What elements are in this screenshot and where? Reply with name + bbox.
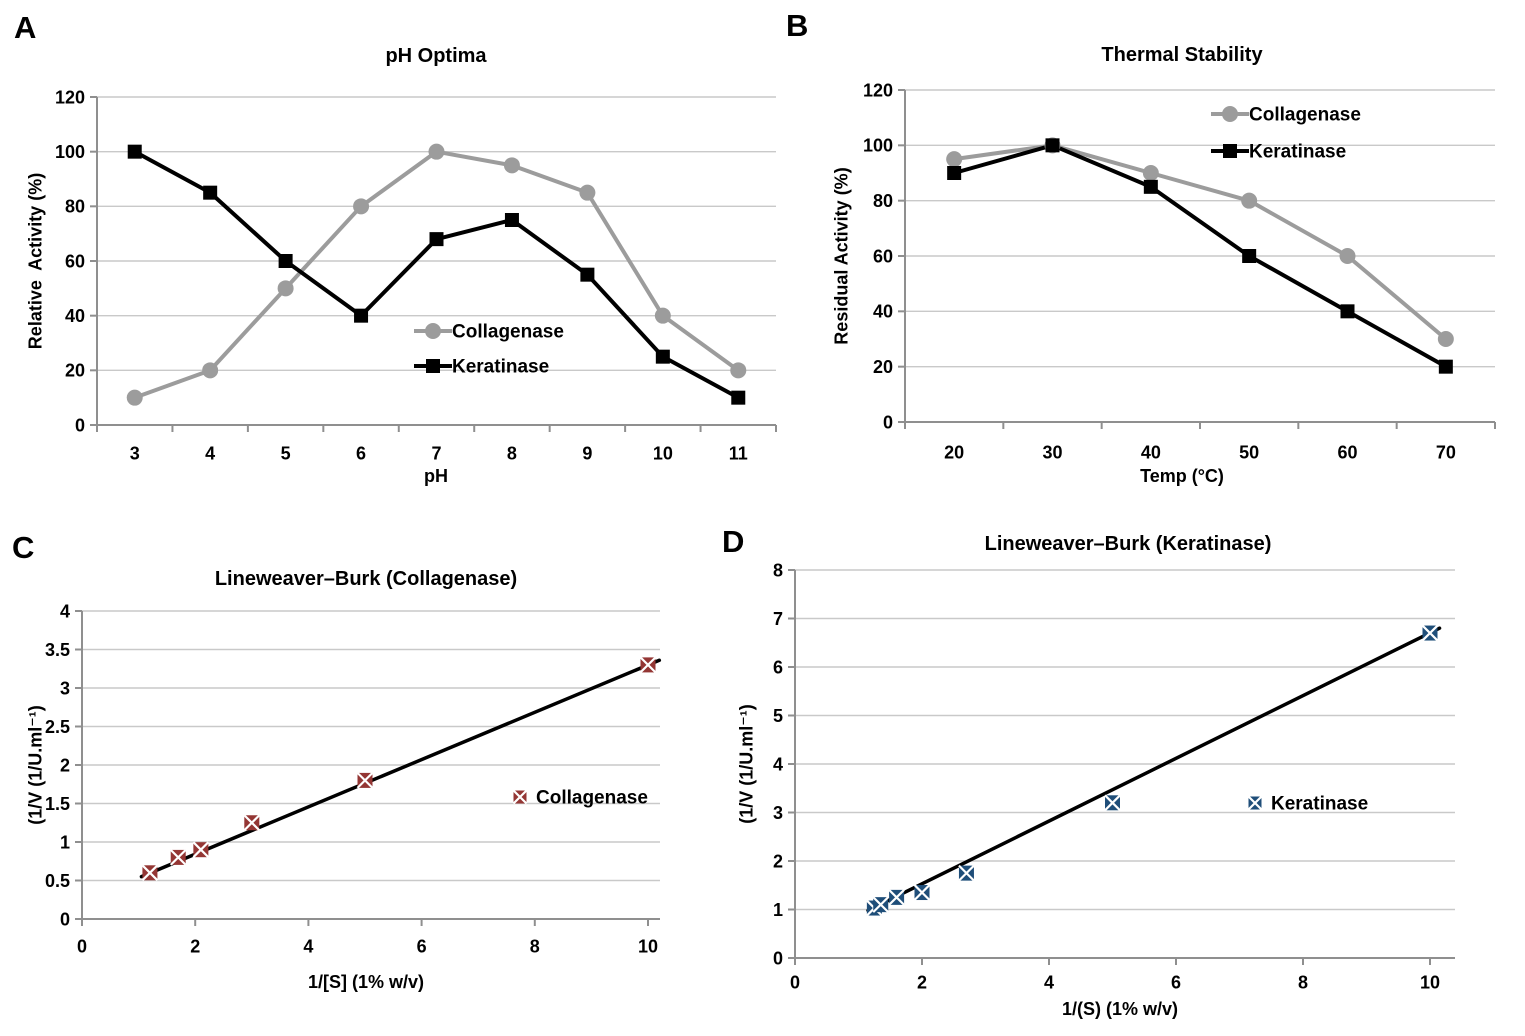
y-tick-label: 120 <box>862 80 893 101</box>
x-tick-label: 40 <box>1140 442 1161 463</box>
data-point-marker <box>430 232 444 246</box>
panel-a-title: pH Optima <box>385 45 487 67</box>
data-point-marker <box>641 657 656 672</box>
panel-a-letter: A <box>14 10 37 45</box>
data-point-marker <box>353 198 369 214</box>
panel-a-x-axis-label: pH <box>424 466 448 486</box>
y-tick-label: 20 <box>64 360 85 381</box>
series-line-collagenase <box>954 145 1446 339</box>
data-point-marker <box>1046 138 1060 152</box>
legend <box>414 322 564 378</box>
y-tick-label: 1 <box>59 832 70 853</box>
data-point-marker <box>579 185 595 201</box>
x-tick-label: 8 <box>529 936 540 957</box>
x-tick-label: 10 <box>637 936 659 957</box>
legend-label: Collagenase <box>536 787 648 809</box>
chart-panel-d <box>773 560 1455 992</box>
x-tick-label: 0 <box>789 972 801 993</box>
y-tick-label: 80 <box>64 196 85 217</box>
y-tick-label: 60 <box>872 246 893 267</box>
chart-panel-a <box>55 87 776 463</box>
y-tick-label: 40 <box>872 301 893 322</box>
panel-d-letter: D <box>722 524 745 559</box>
x-tick-label: 50 <box>1239 442 1260 463</box>
y-tick-label: 100 <box>862 135 893 156</box>
legend-key-marker <box>1249 797 1262 810</box>
data-point-marker <box>1223 144 1237 158</box>
y-tick-label: 5 <box>772 705 783 726</box>
data-point-marker <box>142 865 157 880</box>
y-tick-label: 60 <box>64 251 85 272</box>
y-tick-label: 20 <box>872 356 893 377</box>
y-tick-label: 0 <box>772 948 783 969</box>
data-point-marker <box>203 186 217 200</box>
data-point-marker <box>1438 331 1454 347</box>
y-tick-label: 1 <box>772 899 783 920</box>
data-point-marker <box>279 254 293 268</box>
panel-c-y-axis-label: (1/V (1/U.ml⁻¹) <box>25 705 46 825</box>
panel-c-letter: C <box>12 530 35 565</box>
legend-label: Collagenase <box>452 321 564 343</box>
y-tick-label: 0.5 <box>44 870 70 891</box>
data-point-marker <box>128 145 142 159</box>
y-tick-label: 4 <box>59 601 70 622</box>
x-tick-label: 2 <box>190 936 201 957</box>
x-tick-label: 0 <box>76 936 88 957</box>
x-tick-label: 7 <box>431 443 442 464</box>
data-point-marker <box>127 390 143 406</box>
data-point-marker <box>1143 165 1159 181</box>
panel-d-title: Lineweaver–Burk (Keratinase) <box>984 533 1272 555</box>
legend <box>514 788 648 809</box>
x-tick-label: 6 <box>1170 972 1182 993</box>
data-point-marker <box>244 815 259 830</box>
panel-c-x-axis-label: 1/[S] (1% w/v) <box>307 972 425 992</box>
panel-c-title: Lineweaver–Burk (Collagenase) <box>214 568 518 590</box>
y-tick-label: 3.5 <box>44 639 70 660</box>
y-tick-label: 8 <box>772 560 783 581</box>
panel-d-y-axis-label: (1/V (1/U.ml⁻¹) <box>736 704 757 824</box>
y-tick-label: 80 <box>872 190 893 211</box>
legend <box>1211 105 1361 163</box>
y-tick-label: 6 <box>772 657 783 678</box>
y-tick-label: 2 <box>59 755 70 776</box>
y-tick-label: 3 <box>59 678 70 699</box>
x-tick-label: 70 <box>1435 442 1456 463</box>
y-tick-label: 40 <box>64 305 85 326</box>
data-point-marker <box>278 280 294 296</box>
data-point-marker <box>946 151 962 167</box>
panel-a-y-axis-label: Relative Activity (%) <box>25 172 46 350</box>
data-point-marker <box>915 885 930 900</box>
x-tick-label: 2 <box>916 972 928 993</box>
y-tick-label: 7 <box>772 608 783 629</box>
data-point-marker <box>193 842 208 857</box>
x-tick-label: 20 <box>944 442 965 463</box>
data-point-marker <box>1144 180 1158 194</box>
data-point-marker <box>354 309 368 323</box>
data-point-marker <box>655 308 671 324</box>
y-tick-label: 4 <box>772 754 783 775</box>
trend-line <box>141 660 659 876</box>
x-tick-label: 8 <box>506 443 517 464</box>
x-tick-label: 30 <box>1042 442 1063 463</box>
x-tick-label: 4 <box>303 936 314 957</box>
x-tick-label: 60 <box>1337 442 1358 463</box>
data-point-marker <box>731 391 745 405</box>
x-tick-label: 6 <box>356 443 367 464</box>
y-tick-label: 0 <box>882 412 893 433</box>
x-tick-label: 10 <box>1419 972 1441 993</box>
legend-label: Keratinase <box>452 356 550 378</box>
data-point-marker <box>504 157 520 173</box>
y-tick-label: 100 <box>54 141 85 162</box>
panel-d-x-axis-label: 1/(S) (1% w/v) <box>1061 999 1179 1019</box>
data-point-marker <box>947 166 961 180</box>
legend-label: Collagenase <box>1249 104 1361 126</box>
data-point-marker <box>1222 106 1238 122</box>
panel-b-y-axis-label: Residual Activity (%) <box>831 167 852 345</box>
x-tick-label: 9 <box>582 443 593 464</box>
data-point-marker <box>425 323 441 339</box>
y-tick-label: 2.5 <box>44 716 70 737</box>
legend-label: Keratinase <box>1249 141 1347 163</box>
data-point-marker <box>656 350 670 364</box>
data-point-marker <box>730 362 746 378</box>
chart-panel-c <box>45 601 660 956</box>
legend-key-marker <box>514 791 527 804</box>
data-point-marker <box>429 144 445 160</box>
x-tick-label: 10 <box>652 443 673 464</box>
data-point-marker <box>358 773 373 788</box>
chart-panel-b <box>863 80 1495 462</box>
y-tick-label: 120 <box>54 87 85 108</box>
data-point-marker <box>1241 193 1257 209</box>
data-point-marker <box>1423 626 1438 641</box>
data-point-marker <box>1439 360 1453 374</box>
data-point-marker <box>1340 248 1356 264</box>
x-tick-label: 4 <box>1043 972 1055 993</box>
data-point-marker <box>505 213 519 227</box>
x-tick-label: 8 <box>1297 972 1309 993</box>
x-tick-label: 11 <box>728 443 748 464</box>
legend-label: Keratinase <box>1271 793 1369 815</box>
y-tick-label: 0 <box>59 909 70 930</box>
data-point-marker <box>889 890 904 905</box>
panel-b-title: Thermal Stability <box>1101 44 1263 66</box>
trend-line <box>868 628 1440 910</box>
x-tick-label: 6 <box>416 936 427 957</box>
y-tick-label: 3 <box>772 802 783 823</box>
y-tick-label: 0 <box>74 415 85 436</box>
data-point-marker <box>580 268 594 282</box>
data-point-marker <box>1105 795 1120 810</box>
y-tick-label: 1.5 <box>44 793 70 814</box>
data-point-marker <box>171 850 186 865</box>
data-point-marker <box>202 362 218 378</box>
panel-b-x-axis-label: Temp (°C) <box>1140 466 1224 486</box>
x-tick-label: 4 <box>205 443 216 464</box>
data-point-marker <box>959 866 974 881</box>
panel-b-letter: B <box>786 8 809 43</box>
data-point-marker <box>873 897 888 912</box>
data-point-marker <box>1341 304 1355 318</box>
y-tick-label: 2 <box>772 851 783 872</box>
x-tick-label: 3 <box>129 443 140 464</box>
x-tick-label: 5 <box>280 443 291 464</box>
legend <box>1249 794 1369 815</box>
data-point-marker <box>1242 249 1256 263</box>
data-point-marker <box>426 359 440 373</box>
